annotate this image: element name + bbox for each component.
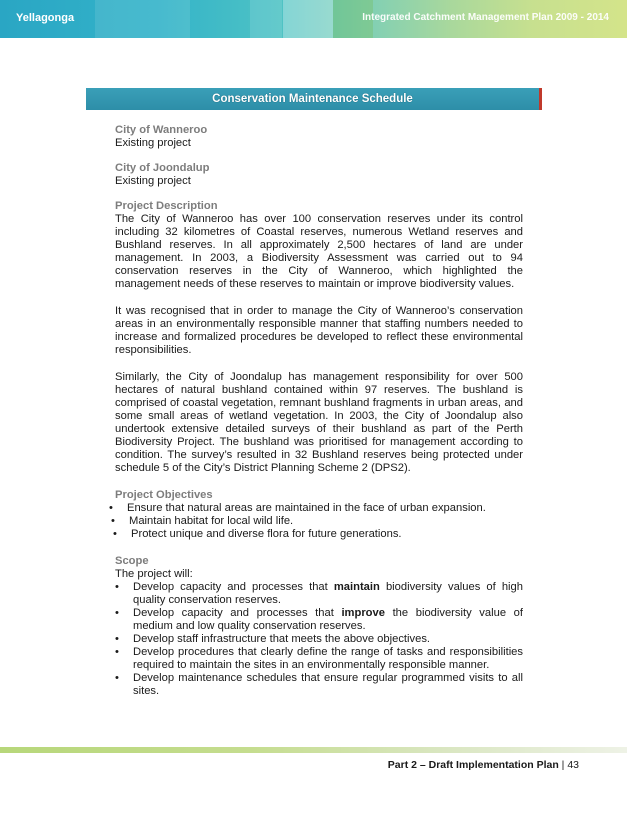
bullet-icon: •: [113, 528, 117, 540]
list-item: [115, 581, 523, 607]
section-title-bar: [86, 88, 542, 110]
objective-text: Ensure that natural areas are maintained in the face of urban expansion.: [127, 502, 486, 514]
scope-emphasis: maintain: [333, 581, 380, 593]
scope-heading: Scope: [115, 555, 149, 567]
scope-item-text: Develop capacity and processes that: [133, 581, 334, 593]
header-banner: [0, 0, 627, 38]
bullet-icon: •: [115, 646, 119, 658]
list-item: [115, 672, 523, 698]
wanneroo-status: Existing project: [115, 137, 191, 149]
objective-text: Protect unique and diverse flora for future generations.: [131, 528, 402, 540]
bullet-icon: •: [115, 607, 119, 619]
scope-item-text: biodiversity values of high quality conservation reserves.: [133, 581, 523, 606]
bullet-icon: •: [115, 633, 119, 645]
banner-decoration: [250, 0, 282, 38]
list-item: [111, 515, 523, 528]
page-number: 43: [567, 759, 579, 771]
objective-text: Maintain habitat for local wild life.: [129, 515, 294, 527]
scope-item-text: Develop staff infrastructure that meets the above objectives.: [133, 633, 431, 645]
objectives-list: [109, 502, 523, 541]
page-content: [109, 124, 523, 698]
list-item: [115, 607, 523, 633]
list-item: [115, 646, 523, 672]
wanneroo-heading: City of Wanneroo: [115, 124, 208, 136]
description-paragraph: The City of Wanneroo has over 100 conservation reserves under its control including 32 kilometres of Coastal reserves, numerous Wetland reserves and Bushland reserves. In all approximately 2,500 hectares of land are under management. In 2003, a Biodiversity Assessment was carried out to 94 conservation reserves in the City of Wanneroo, which highlighted the management needs of these reserves to maintain or improve biodiversity values.: [115, 213, 523, 290]
scope-list: [115, 581, 523, 698]
scope-intro: The project will:: [115, 568, 193, 580]
brand-name: Yellagonga: [16, 12, 75, 24]
bullet-icon: •: [115, 672, 119, 684]
scope-item-text: Develop procedures that clearly define the range of tasks and responsibilities required to maintain the sites in an environmentally responsible manner.: [133, 646, 523, 671]
project-objectives-heading: Project Objectives: [115, 489, 213, 501]
footer-part-label: Part 2 – Draft Implementation Plan: [387, 759, 559, 771]
list-item: [113, 528, 523, 541]
bullet-icon: •: [111, 515, 115, 527]
footer-separator: |: [558, 759, 568, 771]
document-title: Integrated Catchment Management Plan 2009 - 2014: [362, 12, 609, 23]
scope-emphasis: improve: [341, 607, 385, 619]
list-item: [109, 502, 523, 515]
project-description-heading: Project Description: [115, 200, 218, 212]
scope-item-text: Develop maintenance schedules that ensure regular programmed visits to all sites.: [133, 672, 523, 697]
scope-item-text: the biodiversity value of medium and low quality conservation reserves.: [133, 607, 523, 632]
joondalup-heading: City of Joondalup: [115, 162, 210, 174]
bullet-icon: •: [115, 581, 119, 593]
bullet-icon: •: [109, 502, 113, 514]
banner-decoration: [283, 0, 333, 38]
scope-item-text: Develop capacity and processes that: [133, 607, 342, 619]
description-paragraph: Similarly, the City of Joondalup has management responsibility for over 500 hectares of natural bushland contained within 97 reserves. The bushland is comprised of coastal vegetation, remnant bushland fragments in urban areas, and some small areas of wetland vegetation. In 2003, the City of Joondalup also undertook extensive detailed surveys of their bushland as part of the Perth Biodiversity Project. The bushland was prioritised for management according to condition. The survey’s resulted in 32 Bushland reserves being protected under schedule 5 of the City’s District Planning Scheme 2 (DPS2).: [115, 371, 523, 474]
section-title: Conservation Maintenance Schedule: [212, 93, 413, 105]
list-item: [115, 633, 523, 646]
footer-divider: [0, 747, 627, 753]
banner-decoration: [95, 0, 190, 38]
joondalup-status: Existing project: [115, 175, 191, 187]
page-footer: [388, 759, 579, 771]
description-paragraph: It was recognised that in order to manage the City of Wanneroo’s conservation areas in an environmentally responsible manner that staffing numbers needed to increase and formalized procedures be developed to reflect these environmental responsibilities.: [115, 305, 523, 356]
